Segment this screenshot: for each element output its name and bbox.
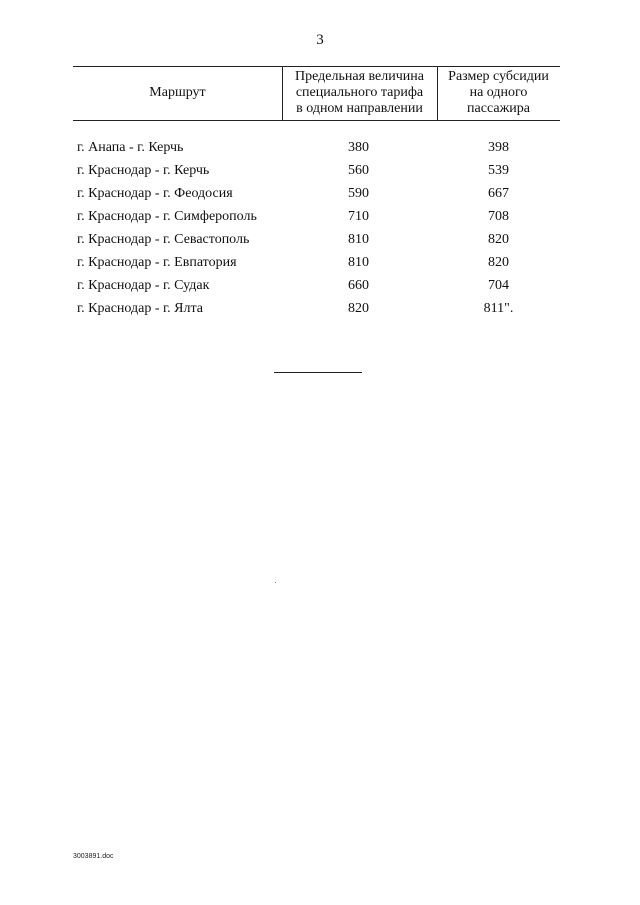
subsidy-cell: 811". bbox=[483, 301, 514, 316]
end-of-document-rule bbox=[274, 372, 362, 373]
header-subsidy-line-2: на одного bbox=[469, 85, 528, 100]
tariff-cell: 810 bbox=[348, 255, 369, 270]
tariff-cell: 380 bbox=[348, 140, 369, 155]
tariff-cell: 660 bbox=[348, 278, 369, 293]
subsidy-cell: 539 bbox=[488, 163, 509, 178]
table-row bbox=[0, 136, 640, 159]
header-tariff bbox=[282, 66, 437, 120]
subsidy-cell: 708 bbox=[488, 209, 509, 224]
table-row bbox=[0, 297, 640, 320]
table-header-rule bbox=[73, 120, 560, 121]
tariff-cell: 820 bbox=[348, 301, 369, 316]
tariff-cell: 710 bbox=[348, 209, 369, 224]
tariff-cell: 590 bbox=[348, 186, 369, 201]
header-route bbox=[73, 66, 282, 120]
route-cell: г. Краснодар - г. Феодосия bbox=[77, 186, 233, 201]
table-row bbox=[0, 274, 640, 297]
subsidy-cell: 398 bbox=[488, 140, 509, 155]
route-cell: г. Краснодар - г. Керчь bbox=[77, 163, 210, 178]
route-cell: г. Краснодар - г. Ялта bbox=[77, 301, 204, 316]
tariff-cell: 810 bbox=[348, 232, 369, 247]
table-row bbox=[0, 251, 640, 274]
page-number: 3 bbox=[316, 32, 324, 48]
footer-filename: 3003891.doc bbox=[73, 853, 114, 860]
scan-speck bbox=[275, 582, 276, 583]
header-subsidy-line-1: Размер субсидии bbox=[448, 69, 549, 84]
table-row bbox=[0, 159, 640, 182]
subsidy-cell: 820 bbox=[488, 232, 509, 247]
table-row bbox=[0, 182, 640, 205]
route-cell: г. Краснодар - г. Симферополь bbox=[77, 209, 257, 224]
subsidy-cell: 667 bbox=[488, 186, 509, 201]
header-route-text: Маршрут bbox=[149, 85, 206, 100]
route-cell: г. Краснодар - г. Судак bbox=[77, 278, 210, 293]
subsidy-cell: 820 bbox=[488, 255, 509, 270]
subsidy-cell: 704 bbox=[488, 278, 509, 293]
header-tariff-line-1: Предельная величина bbox=[295, 69, 424, 84]
route-cell: г. Краснодар - г. Евпатория bbox=[77, 255, 237, 270]
route-cell: г. Краснодар - г. Севастополь bbox=[77, 232, 250, 247]
header-subsidy bbox=[437, 66, 560, 120]
table-row bbox=[0, 228, 640, 251]
route-cell: г. Анапа - г. Керчь bbox=[77, 140, 184, 155]
header-tariff-line-3: в одном направлении bbox=[296, 101, 423, 116]
table-row bbox=[0, 205, 640, 228]
header-subsidy-line-3: пассажира bbox=[467, 101, 530, 116]
header-tariff-line-2: специального тарифа bbox=[295, 85, 424, 100]
tariff-cell: 560 bbox=[348, 163, 369, 178]
